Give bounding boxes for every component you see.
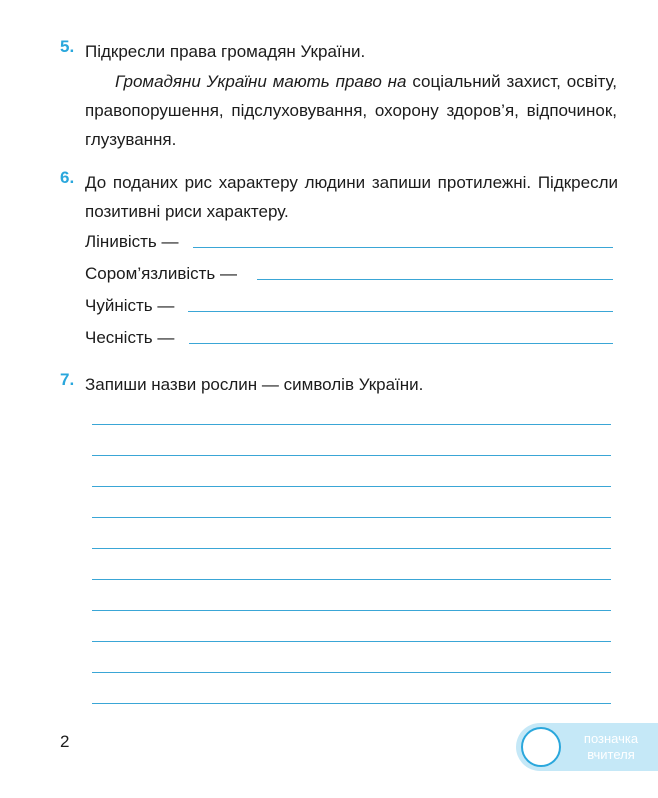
task-6-number: 6. <box>60 168 75 187</box>
task-7-number: 7. <box>60 370 75 389</box>
answer-line[interactable] <box>92 610 611 611</box>
task-5-number: 5. <box>60 37 75 56</box>
trait-row-shyness <box>85 262 613 286</box>
task-5-rights-paragraph <box>85 67 617 154</box>
page-number: 2 <box>60 732 70 751</box>
teacher-mark-label <box>570 731 652 763</box>
trait-row-honesty <box>85 326 613 350</box>
trait-label: Чесність — <box>85 328 175 347</box>
task-7-prompt: Запиши назви рослин — символів України. <box>85 375 424 394</box>
answer-line[interactable] <box>257 279 613 280</box>
answer-line[interactable] <box>189 343 613 344</box>
task-5-prompt: Підкресли права громадян України. <box>85 42 366 61</box>
answer-line[interactable] <box>92 703 611 704</box>
task-5-rights-list[interactable]: соціальний захист, освіту, правопорушення, підслуховування, охорону здоров’я, відпочинок, глузування. <box>85 72 617 149</box>
answer-line[interactable] <box>92 486 611 487</box>
answer-line[interactable] <box>92 579 611 580</box>
teacher-mark-line2: вчителя <box>587 747 635 762</box>
trait-label: Чуйність — <box>85 296 175 315</box>
answer-line[interactable] <box>92 455 611 456</box>
answer-line[interactable] <box>193 247 613 248</box>
answer-line[interactable] <box>92 672 611 673</box>
task-6-prompt: До поданих рис характеру людини запиши протилежні. Підкресли позитивні риси характеру. <box>85 173 618 221</box>
answer-line[interactable] <box>188 311 613 312</box>
teacher-mark-circle[interactable] <box>521 727 561 767</box>
task-5-intro: Громадяни України мають право на <box>115 72 407 91</box>
teacher-mark-badge <box>516 723 658 771</box>
trait-row-sensitivity <box>85 294 613 318</box>
answer-line[interactable] <box>92 517 611 518</box>
trait-label: Сором’язливість — <box>85 264 238 283</box>
teacher-mark-line1: позначка <box>583 731 639 746</box>
trait-row-laziness <box>85 230 613 254</box>
answer-line[interactable] <box>92 424 611 425</box>
answer-line[interactable] <box>92 548 611 549</box>
answer-line[interactable] <box>92 641 611 642</box>
trait-label: Лінивість — <box>85 232 179 251</box>
